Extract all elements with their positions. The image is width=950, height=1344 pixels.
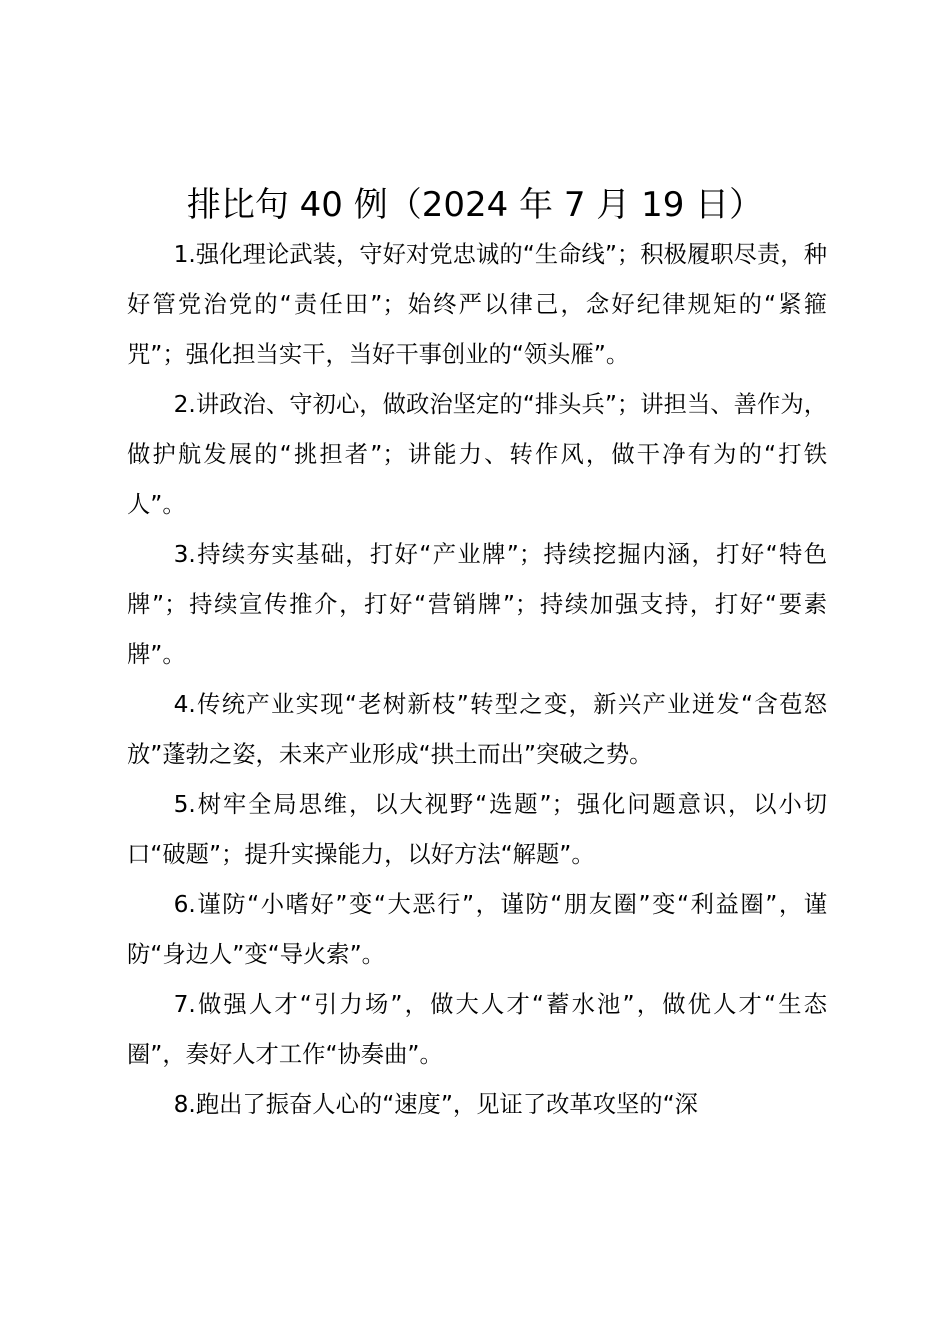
paragraph-7: 7.做强人才“引力场”，做大人才“蓄水池”，做优人才“生态圈”，奏好人才工作“协奏曲”。 [127, 991, 827, 1068]
paragraph-1: 1.强化理论武装，守好对党忠诚的“生命线”；积极履职尽责，种好管党治党的“责任田”；始终严以律己，念好纪律规矩的“紧箍咒”；强化担当实干，当好干事创业的“领头雁”。 [127, 241, 827, 368]
paragraph-2: 2.讲政治、守初心，做政治坚定的“排头兵”；讲担当、善作为，做护航发展的“挑担者”；讲能力、转作风，做干净有为的“打铁人”。 [127, 391, 827, 518]
paragraph-5: 5.树牢全局思维，以大视野“选题”；强化问题意识，以小切口“破题”；提升实操能力，以好方法“解题”。 [127, 791, 827, 868]
paragraph-4: 4.传统产业实现“老树新枝”转型之变，新兴产业迸发“含苞怒放”蓬勃之姿，未来产业形成“拱土而出”突破之势。 [127, 691, 827, 768]
paragraph-6: 6.谨防“小嗜好”变“大恶行”，谨防“朋友圈”变“利益圈”，谨防“身边人”变“导火索”。 [127, 891, 827, 968]
page-title: 排比句 40 例（2024 年 7 月 19 日） [186, 185, 764, 225]
paragraph-8: 8.跑出了振奋人心的“速度”，见证了改革攻坚的“深 [173, 1091, 698, 1118]
paragraph-3: 3.持续夯实基础，打好“产业牌”；持续挖掘内涵，打好“特色牌”；持续宣传推介，打好“营销牌”；持续加强支持，打好“要素牌”。 [127, 541, 827, 668]
document-body [127, 230, 827, 1130]
